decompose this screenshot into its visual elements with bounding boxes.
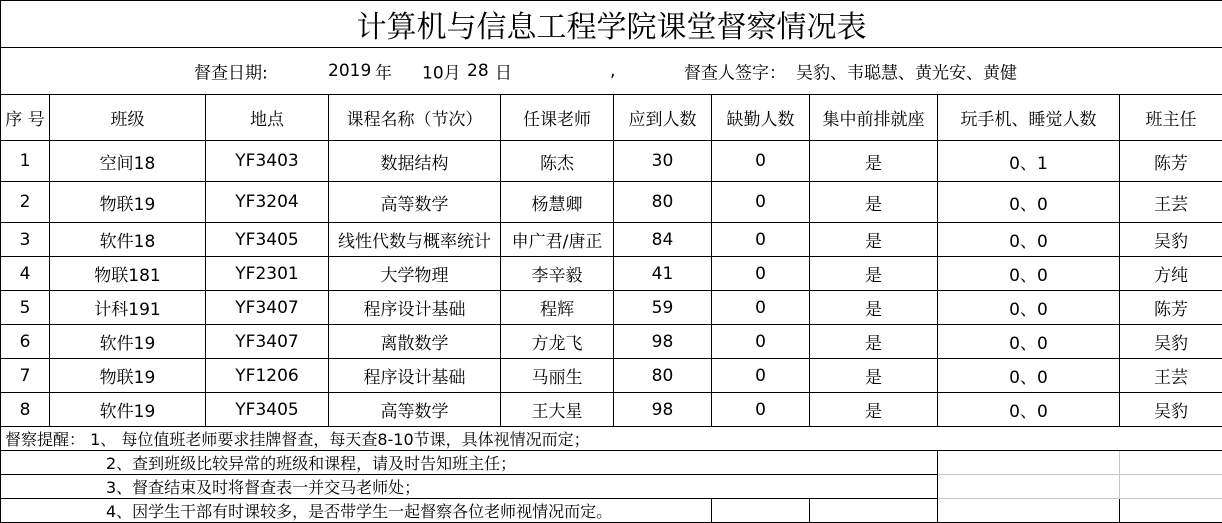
cell-head-teacher: 吴豹: [1120, 223, 1222, 257]
cell-front-seating: 是: [810, 393, 938, 427]
header-cell-course: 课程名称（节次）: [329, 95, 501, 141]
cell-head-teacher: 方纯: [1120, 257, 1222, 291]
cell-course: 大学物理: [329, 257, 501, 291]
date-day: 28: [467, 61, 489, 81]
cell-course: 程序设计基础: [329, 359, 501, 393]
cell-absent: 0: [712, 141, 810, 182]
header-cell-expected: 应到人数: [614, 95, 712, 141]
cell-front-seating: 是: [810, 182, 938, 223]
cell-absent: 0: [712, 291, 810, 325]
cell-front-seating: 是: [810, 257, 938, 291]
note-spacer: [712, 499, 810, 523]
date-month: 10月: [422, 59, 461, 84]
cell-teacher: 李辛毅: [501, 257, 614, 291]
cell-location: YF3204: [206, 182, 329, 223]
cell-location: YF3407: [206, 291, 329, 325]
cell-teacher: 马丽生: [501, 359, 614, 393]
cell-phone-sleep: 0、0: [938, 359, 1120, 393]
cell-class: 软件19: [50, 325, 206, 359]
cell-absent: 0: [712, 359, 810, 393]
date-year: 2019: [328, 61, 371, 81]
cell-class: 计科191: [50, 291, 206, 325]
inspector-label: 督查人签字：: [684, 59, 786, 84]
cell-expected: 98: [614, 393, 712, 427]
cell-absent: 0: [712, 182, 810, 223]
cell-head-teacher: 吴豹: [1120, 393, 1222, 427]
cell-phone-sleep: 0、0: [938, 223, 1120, 257]
cell-location: YF3405: [206, 393, 329, 427]
cell-class: 软件18: [50, 223, 206, 257]
cell-class: 软件19: [50, 393, 206, 427]
cell-front-seating: 是: [810, 325, 938, 359]
cell-head-teacher: 王芸: [1120, 359, 1222, 393]
cell-front-seating: 是: [810, 359, 938, 393]
table-row: [1, 393, 1222, 427]
header-cell-head-teacher: 班主任: [1120, 95, 1222, 141]
table-row: [1, 182, 1222, 223]
note-2: 2、查到班级比较异常的班级和课程，请及时告知班主任；: [1, 451, 938, 475]
cell-expected: 80: [614, 182, 712, 223]
cell-teacher: 陈杰: [501, 141, 614, 182]
cell-class: 物联19: [50, 359, 206, 393]
date-day-unit: 日: [495, 59, 512, 84]
note-4: 4、因学生干部有时课较多，是否带学生一起督察各位老师视情况而定。: [1, 499, 712, 523]
cell-phone-sleep: 0、0: [938, 393, 1120, 427]
table-row: [1, 223, 1222, 257]
note-spacer: [938, 499, 1120, 523]
cell-head-teacher: 陈芳: [1120, 141, 1222, 182]
cell-front-seating: 是: [810, 141, 938, 182]
cell-expected: 98: [614, 325, 712, 359]
cell-index: 1: [1, 141, 50, 182]
cell-index: 4: [1, 257, 50, 291]
cell-course: 程序设计基础: [329, 291, 501, 325]
note-spacer: [1120, 475, 1222, 499]
cell-expected: 84: [614, 223, 712, 257]
table-row: [1, 325, 1222, 359]
cell-teacher: 申广君/唐正: [501, 223, 614, 257]
table-row: [1, 257, 1222, 291]
table-row: [1, 359, 1222, 393]
cell-location: YF3405: [206, 223, 329, 257]
cell-class: 物联181: [50, 257, 206, 291]
cell-absent: 0: [712, 393, 810, 427]
header-cell-teacher: 任课老师: [501, 95, 614, 141]
table-row: [1, 141, 1222, 182]
table-row: [1, 291, 1222, 325]
cell-location: YF3403: [206, 141, 329, 182]
header-cell-phone-sleep: 玩手机、睡觉人数: [938, 95, 1120, 141]
note-spacer: [1120, 499, 1222, 523]
cell-head-teacher: 王芸: [1120, 182, 1222, 223]
cell-absent: 0: [712, 257, 810, 291]
cell-front-seating: 是: [810, 223, 938, 257]
cell-phone-sleep: 0、0: [938, 291, 1120, 325]
cell-teacher: 王大星: [501, 393, 614, 427]
header-cell-class: 班级: [50, 95, 206, 141]
cell-index: 7: [1, 359, 50, 393]
cell-course: 数据结构: [329, 141, 501, 182]
note-3: 3、督查结束及时将督查表一并交马老师处；: [1, 475, 938, 499]
header-cell-absent: 缺勤人数: [712, 95, 810, 141]
cell-expected: 41: [614, 257, 712, 291]
cell-expected: 80: [614, 359, 712, 393]
cell-class: 空间18: [50, 141, 206, 182]
cell-head-teacher: 吴豹: [1120, 325, 1222, 359]
sheet-title: 计算机与信息工程学院课堂督察情况表: [1, 1, 1222, 48]
cell-teacher: 杨慧卿: [501, 182, 614, 223]
cell-phone-sleep: 0、0: [938, 182, 1120, 223]
header-cell-front-seating: 集中前排就座: [810, 95, 938, 141]
note-1: 督察提醒： 1、 每位值班老师要求挂牌督查，每天查8-10节课，具体视情况而定；: [1, 427, 1222, 451]
cell-location: YF1206: [206, 359, 329, 393]
date-label: 督查日期:: [194, 59, 268, 84]
cell-course: 高等数学: [329, 182, 501, 223]
date-year-unit: 年: [375, 59, 392, 84]
cell-absent: 0: [712, 325, 810, 359]
header-cell-index: 序 号: [1, 95, 50, 141]
cell-expected: 30: [614, 141, 712, 182]
cell-location: YF2301: [206, 257, 329, 291]
cell-index: 5: [1, 291, 50, 325]
cell-course: 线性代数与概率统计: [329, 223, 501, 257]
cell-phone-sleep: 0、0: [938, 257, 1120, 291]
cell-location: YF3407: [206, 325, 329, 359]
note-spacer: [1120, 451, 1222, 475]
cell-phone-sleep: 0、0: [938, 325, 1120, 359]
cell-index: 6: [1, 325, 50, 359]
inspector-names: 吴豹、韦聪慧、黄光安、黄健: [796, 59, 1017, 84]
cell-index: 2: [1, 182, 50, 223]
header-row: [1, 95, 1222, 141]
note-spacer: [938, 451, 1120, 475]
cell-phone-sleep: 0、1: [938, 141, 1120, 182]
note-spacer: [938, 475, 1120, 499]
cell-head-teacher: 陈芳: [1120, 291, 1222, 325]
cell-course: 离散数学: [329, 325, 501, 359]
header-cell-location: 地点: [206, 95, 329, 141]
cell-index: 3: [1, 223, 50, 257]
cell-index: 8: [1, 393, 50, 427]
cell-class: 物联19: [50, 182, 206, 223]
note-spacer: [810, 499, 938, 523]
cell-expected: 59: [614, 291, 712, 325]
cell-teacher: 程辉: [501, 291, 614, 325]
cell-course: 高等数学: [329, 393, 501, 427]
cell-absent: 0: [712, 223, 810, 257]
cell-teacher: 方龙飞: [501, 325, 614, 359]
meta-row: [1, 48, 1222, 95]
date-separator: ,: [610, 61, 615, 81]
cell-front-seating: 是: [810, 291, 938, 325]
